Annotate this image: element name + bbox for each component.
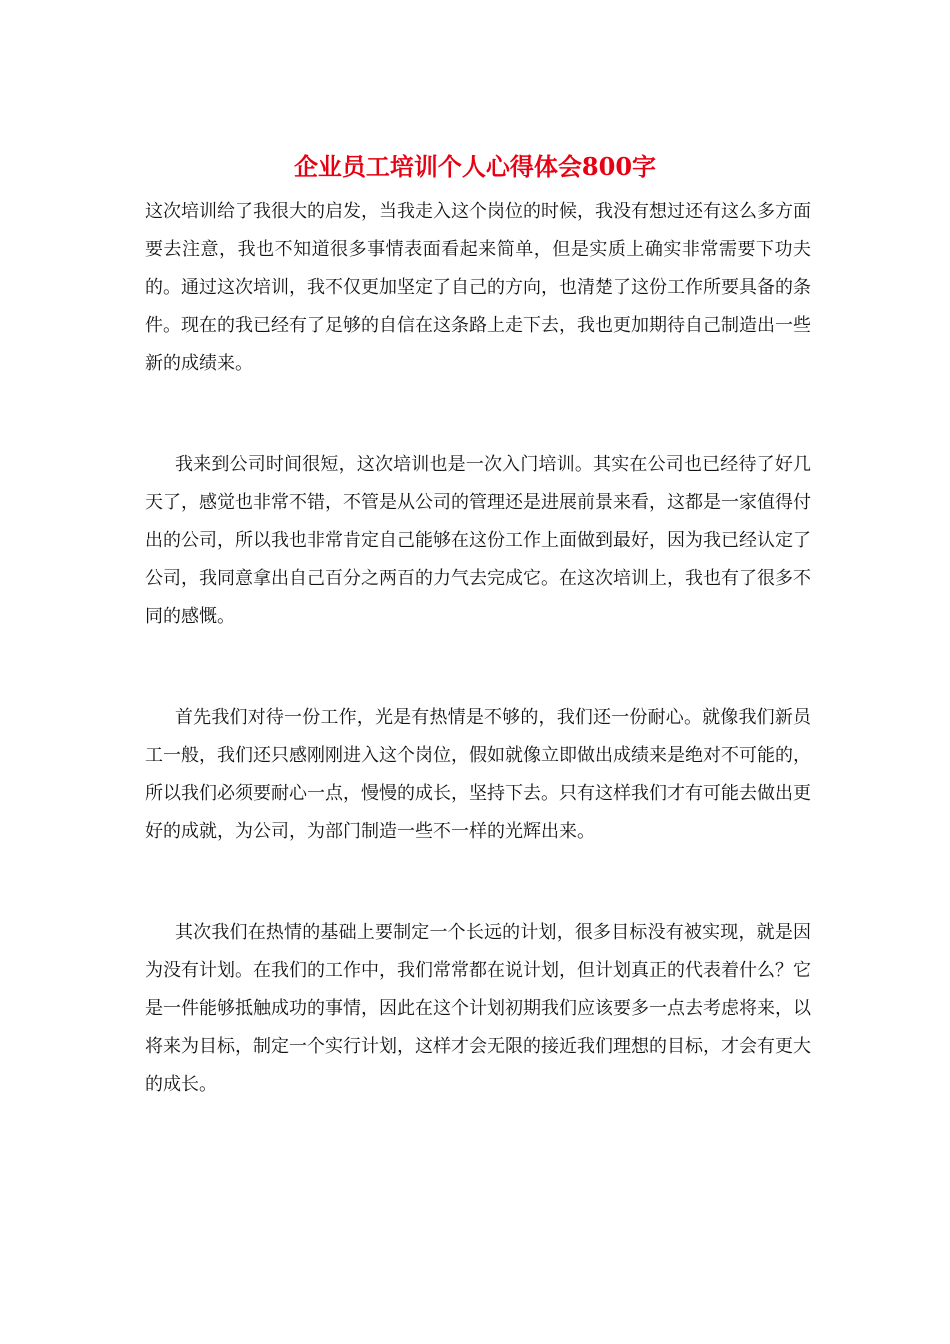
paragraph-4: 其次我们在热情的基础上要制定一个长远的计划，很多目标没有被实现，就是因为没有计划。在我们的工作中，我们常常都在说计划，但计划真正的代表着什么？它是一件能够抵触成功的事情，因此在这个计划初期我们应该要多一点去考虑将来，以将来为目标，制定一个实行计划，这样才会无限的接近我们理想的目标，才会有更大的成长。 [145, 922, 811, 1095]
paragraph-2: 我来到公司时间很短，这次培训也是一次入门培训。其实在公司也已经待了好几天了，感觉也非常不错，不管是从公司的管理还是进展前景来看，这都是一家值得付出的公司，所以我也非常肯定自己能够在这份工作上面做到最好，因为我已经认定了公司，我同意拿出自己百分之两百的力气去完成它。在这次培训上，我也有了很多不同的感慨。 [145, 454, 811, 627]
paragraph-1: 这次培训给了我很大的启发，当我走入这个岗位的时候，我没有想过还有这么多方面要去注意，我也不知道很多事情表面看起来简单，但是实质上确实非常需要下功夫的。通过这次培训，我不仅更加坚定了自己的方向，也清楚了这份工作所要具备的条件。现在的我已经有了足够的自信在这条路上走下去，我也更加期待自己制造出一些新的成绩来。 [145, 201, 811, 374]
paragraph-3: 首先我们对待一份工作，光是有热情是不够的，我们还一份耐心。就像我们新员工一般，我们还只感刚刚进入这个岗位，假如就像立即做出成绩来是绝对不可能的，所以我们必须要耐心一点，慢慢的成长，坚持下去。只有这样我们才有可能去做出更好的成就，为公司，为部门制造一些不一样的光辉出来。 [145, 707, 811, 842]
document-title: 企业员工培训个人心得体会800字 [293, 152, 657, 181]
